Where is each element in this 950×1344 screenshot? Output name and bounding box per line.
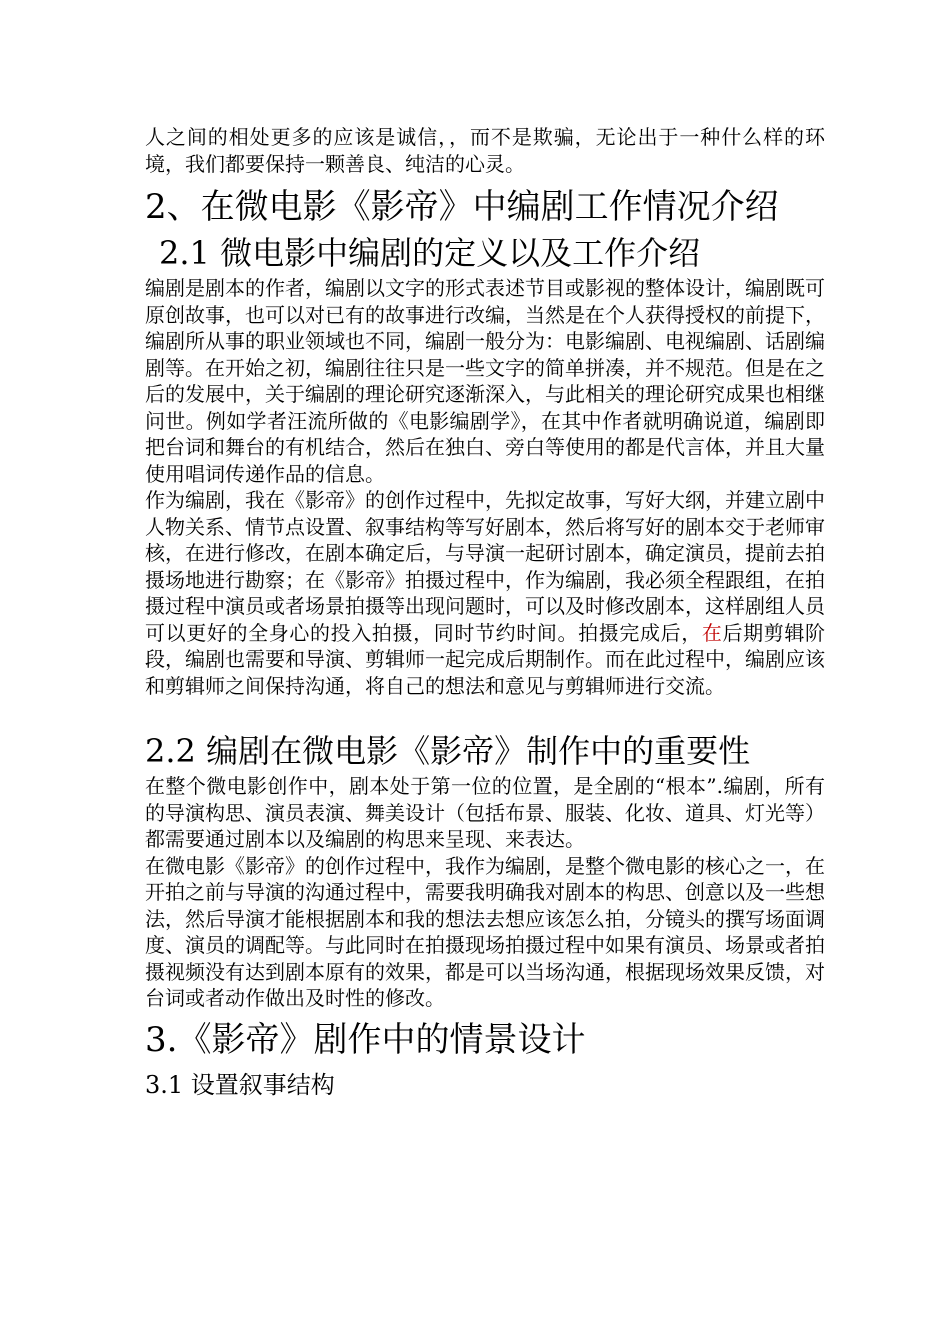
section-2-2-paragraph-1: 在整个微电影创作中，剧本处于第一位的位置，是全剧的“根本”.编剧，所有的导演构思、演员表演、舞美设计（包括布景、服装、化妆、道具、灯光等）都需要通过剧本以及编剧的构思来呈现、来表达。 bbox=[145, 774, 825, 851]
paragraph-2-text-start: 作为编剧，我在《影帝》的创作过程中，先拟定故事，写好大纲，并建立剧中人物关系、情节点设置、叙事结构等写好剧本，然后将写好的剧本交于老师审核，在进行修改，在剧本确定后，与导演一起研讨剧本，确定演员，提前去拍摄场地进行勘察；在《影帝》拍摄过程中，作为编剧，我必须全程跟组，在拍摄过程中演员或者场景拍摄等出现问题时，可以及时修改剧本，这样剧组人员可以更好的全身心的投入拍摄，同时节约时间。拍摄完成后， bbox=[145, 488, 825, 645]
section-2-2-heading: 2.2 编剧在微电影《影帝》制作中的重要性 bbox=[145, 732, 751, 770]
document-page bbox=[145, 124, 825, 1102]
section-2-1-paragraph-1: 编剧是剧本的作者，编剧以文字的形式表述节目或影视的整体设计，编剧既可原创故事，也可以对已有的故事进行改编，当然是在个人获得授权的前提下，编剧所从事的职业领域也不同，编剧一般分为：电影编剧、电视编剧、话剧编剧等。在开始之初，编剧往往只是一些文字的简单拼凑，并不规范。但是在之后的发展中，关于编剧的理论研究逐渐深入，与此相关的理论研究成果也相继问世。例如学者汪流所做的《电影编剧学》，在其中作者就明确说道，编剧即把台词和舞台的有机结合，然后在独白、旁白等使用的都是代言体，并且大量使用唱词传递作品的信息。 bbox=[145, 276, 825, 486]
intro-paragraph: 人之间的相处更多的应该是诚信，，而不是欺骗，无论出于一种什么样的环境，我们都要保持一颗善良、纯洁的心灵。 bbox=[145, 125, 825, 176]
section-3-heading: 3.《影帝》剧作中的情景设计 bbox=[145, 1019, 586, 1060]
section-3-1-heading: 3.1 设置叙事结构 bbox=[145, 1070, 335, 1099]
section-2-1-heading: 2.1 微电影中编剧的定义以及工作介绍 bbox=[159, 234, 701, 272]
blank-line bbox=[145, 699, 825, 725]
section-2-1-paragraph-2 bbox=[145, 487, 825, 699]
highlighted-word: 在 bbox=[701, 620, 723, 645]
paragraph-2-text-end: 后期剪辑阶段，编剧也需要和导演、剪辑师一起完成后期制作。而在此过程中，编剧应该和剪辑师之间保持沟通，将自己的想法和意见与剪辑师进行交流。 bbox=[145, 620, 825, 698]
section-2-heading: 2、在微电影《影帝》中编剧工作情况介绍 bbox=[145, 187, 779, 227]
section-2-2-paragraph-2: 在微电影《影帝》的创作过程中，我作为编剧，是整个微电影的核心之一，在开拍之前与导演的沟通过程中，需要我明确我对剧本的构思、创意以及一些想法，然后导演才能根据剧本和我的想法去想应该怎么拍，分镜头的撰写场面调度、演员的调配等。与此同时在拍摄现场拍摄过程中如果有演员、场景或者拍摄视频没有达到剧本原有的效果，都是可以当场沟通，根据现场效果反馈，对台词或者动作做出及时性的修改。 bbox=[145, 853, 825, 1010]
